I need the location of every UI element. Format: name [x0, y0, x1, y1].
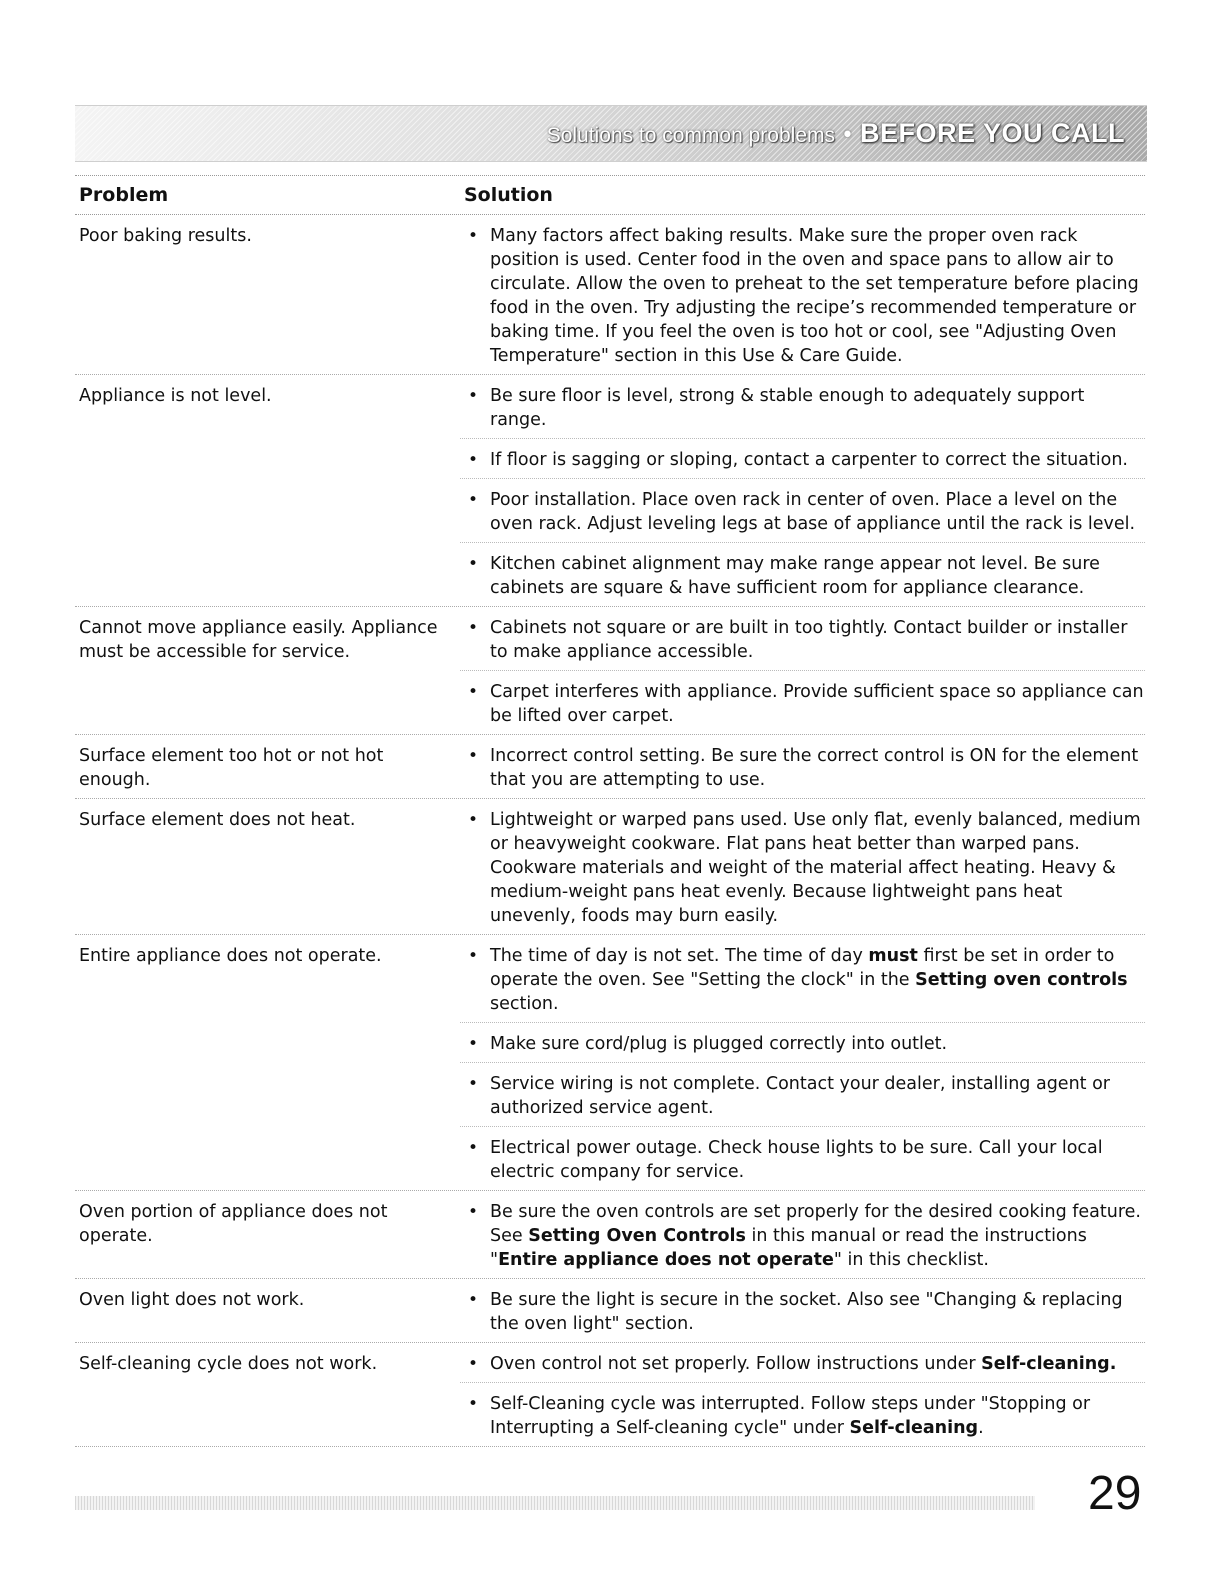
- solution-cell: [460, 935, 1145, 1190]
- solution-item: [460, 670, 1145, 734]
- header-subtitle: Solutions to common problems: [546, 124, 835, 147]
- bullet-icon: •: [468, 618, 479, 638]
- bullet-icon: •: [468, 1354, 479, 1374]
- solution-text: Service wiring is not complete. Contact your dealer, installing agent or authorized service agent.: [490, 1074, 1110, 1118]
- bullet-icon: •: [468, 946, 479, 966]
- solution-text: Kitchen cabinet alignment may make range appear not level. Be sure cabinets are square & have sufficient room for appliance clearance.: [490, 554, 1100, 598]
- problem-cell: Oven light does not work.: [79, 1290, 305, 1310]
- table-row: [75, 1343, 1145, 1447]
- solution-cell: [460, 215, 1145, 374]
- solution-item: [460, 215, 1145, 374]
- solution-cell: [460, 735, 1145, 798]
- bullet-icon: •: [468, 386, 479, 406]
- solution-text: If floor is sagging or sloping, contact a carpenter to correct the situation.: [490, 450, 1128, 470]
- column-header-solution: Solution: [464, 184, 553, 206]
- solution-cell: [460, 1279, 1145, 1342]
- page-number: 29: [1088, 1467, 1142, 1520]
- problem-cell: Surface element too hot or not hot enough.: [79, 746, 384, 790]
- solution-item: [460, 1382, 1145, 1446]
- footer-band: [75, 1496, 1035, 1510]
- solution-text: Make sure cord/plug is plugged correctly into outlet.: [490, 1034, 948, 1054]
- section-header-band: [75, 105, 1147, 162]
- problem-cell: Oven portion of appliance does not operate.: [79, 1202, 388, 1246]
- solution-cell: [460, 799, 1145, 934]
- bullet-icon: •: [468, 810, 479, 830]
- solution-text: Be sure the light is secure in the socket. Also see "Changing & replacing the oven light" section.: [490, 1290, 1123, 1334]
- bullet-icon: •: [468, 450, 479, 470]
- solution-text: Poor installation. Place oven rack in center of oven. Place a level on the oven rack. Adjust leveling legs at base of appliance until the rack is level.: [490, 490, 1136, 534]
- problem-cell: Cannot move appliance easily. Appliance must be accessible for service.: [79, 618, 438, 662]
- solution-item: [460, 375, 1145, 438]
- solution-item: [460, 799, 1145, 934]
- solution-item: [460, 542, 1145, 606]
- bullet-icon: •: [468, 1138, 479, 1158]
- solution-item: [460, 1343, 1145, 1382]
- solution-cell: [460, 375, 1145, 606]
- table-row: [75, 1279, 1145, 1343]
- solution-cell: [460, 1343, 1145, 1446]
- solution-item: [460, 438, 1145, 478]
- bullet-icon: •: [468, 1290, 479, 1310]
- solution-text: Lightweight or warped pans used. Use only flat, evenly balanced, medium or heavyweight cookware. Flat pans heat better than warped pans. Cookware materials and weight of the material affect heating. Heavy & medium-weight pans heat evenly. Because lightweight pans heat unevenly, foods may burn easily.: [490, 810, 1141, 926]
- solution-text: The time of day is not set. The time of day must first be set in order to operate the oven. See "Setting the clock" in the Setting oven controls section.: [490, 946, 1128, 1014]
- solution-text: Be sure floor is level, strong & stable enough to adequately support range.: [490, 386, 1085, 430]
- solution-cell: [460, 1191, 1145, 1278]
- solution-text: Electrical power outage. Check house lights to be sure. Call your local electric company for service.: [490, 1138, 1103, 1182]
- solution-item: [460, 1279, 1145, 1342]
- table-body: [75, 215, 1145, 1447]
- header-separator: •: [841, 123, 854, 148]
- solution-cell: [460, 607, 1145, 734]
- bullet-icon: •: [468, 226, 479, 246]
- troubleshooting-table: [75, 175, 1145, 1447]
- bullet-icon: •: [468, 1202, 479, 1222]
- solution-item: [460, 1022, 1145, 1062]
- problem-cell: Appliance is not level.: [79, 386, 272, 406]
- solution-text: Many factors affect baking results. Make sure the proper oven rack position is used. Center food in the oven and space pans to allow air to circulate. Allow the oven to preheat to the set temperature before placing food in the oven. Try adjusting the recipe’s recommended temperature or baking time. If you feel the oven is too hot or cool, see "Adjusting Oven Temperature" section in this Use & Care Guide.: [490, 226, 1139, 366]
- bullet-icon: •: [468, 682, 479, 702]
- table-row: [75, 735, 1145, 799]
- solution-item: [460, 1191, 1145, 1278]
- section-header: [547, 118, 1125, 149]
- table-row: [75, 935, 1145, 1191]
- solution-item: [460, 735, 1145, 798]
- solution-item: [460, 1126, 1145, 1190]
- solution-text: Incorrect control setting. Be sure the correct control is ON for the element that you are attempting to use.: [490, 746, 1139, 790]
- solution-text: Be sure the oven controls are set properly for the desired cooking feature. See Setting Oven Controls in this manual or read the instructions "Entire appliance does not operate" in this checklist.: [490, 1202, 1141, 1270]
- bullet-icon: •: [468, 554, 479, 574]
- problem-cell: Entire appliance does not operate.: [79, 946, 382, 966]
- bullet-icon: •: [468, 490, 479, 510]
- solution-item: [460, 935, 1145, 1022]
- problem-cell: Surface element does not heat.: [79, 810, 356, 830]
- table-row: [75, 799, 1145, 935]
- problem-cell: Self-cleaning cycle does not work.: [79, 1354, 378, 1374]
- solution-text: Self-Cleaning cycle was interrupted. Follow steps under "Stopping or Interrupting a Self-cleaning cycle" under Self-cleaning.: [490, 1394, 1091, 1438]
- bullet-icon: •: [468, 1074, 479, 1094]
- solution-item: [460, 478, 1145, 542]
- bullet-icon: •: [468, 1394, 479, 1414]
- bullet-icon: •: [468, 1034, 479, 1054]
- table-row: [75, 375, 1145, 607]
- solution-item: [460, 607, 1145, 670]
- solution-item: [460, 1062, 1145, 1126]
- table-row: [75, 607, 1145, 735]
- bullet-icon: •: [468, 746, 479, 766]
- solution-text: Cabinets not square or are built in too tightly. Contact builder or installer to make appliance accessible.: [490, 618, 1128, 662]
- header-title: BEFORE YOU CALL: [859, 118, 1125, 148]
- table-row: [75, 1191, 1145, 1279]
- column-header-problem: Problem: [79, 184, 169, 206]
- table-header-row: [75, 175, 1145, 215]
- problem-cell: Poor baking results.: [79, 226, 252, 246]
- table-row: [75, 215, 1145, 375]
- solution-text: Carpet interferes with appliance. Provide sufficient space so appliance can be lifted over carpet.: [490, 682, 1144, 726]
- solution-text: Oven control not set properly. Follow instructions under Self-cleaning.: [490, 1354, 1117, 1374]
